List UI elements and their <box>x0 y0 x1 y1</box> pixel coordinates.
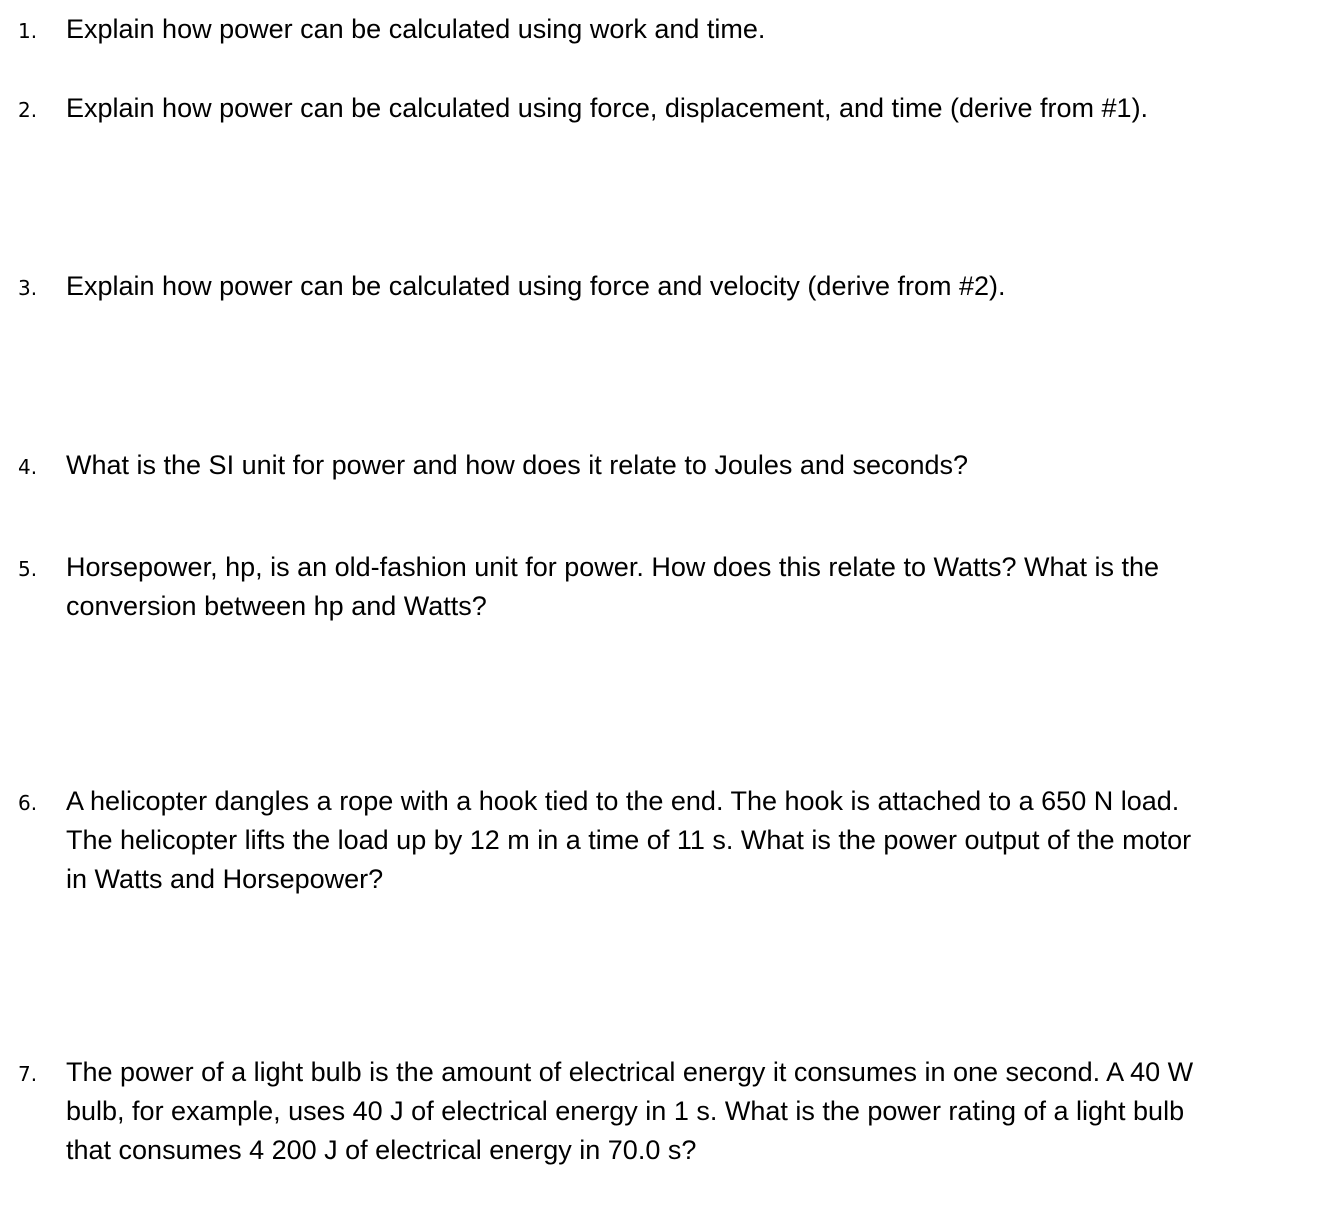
question-text: A helicopter dangles a rope with a hook tied to the end. The hook is attached to a 650 N load. The helicopter lifts the load up by 12 m in a time of 11 s. What is the power output of the motor in Watts and Horsepower? <box>66 786 1192 894</box>
question-text: Explain how power can be calculated using force, displacement, and time (derive from #1). <box>66 93 1149 123</box>
question-number: 4. <box>18 455 38 479</box>
question-number: 6. <box>18 791 38 815</box>
question-text: Explain how power can be calculated using work and time. <box>66 14 766 44</box>
question-text: Horsepower, hp, is an old-fashion unit for power. How does this relate to Watts? What is the conversion between hp and Watts? <box>66 552 1160 621</box>
question-text: Explain how power can be calculated using force and velocity (derive from #2). <box>66 271 1006 301</box>
question-number: 2. <box>18 98 38 122</box>
question-number: 7. <box>18 1062 38 1086</box>
question-number: 1. <box>18 19 38 43</box>
question-text: The power of a light bulb is the amount of electrical energy it consumes in one second. A 40 W bulb, for example, uses 40 J of electrical energy in 1 s. What is the power rating of a light bulb that consumes 4 200 J of electrical energy in 70.0 s? <box>66 1057 1194 1165</box>
question-number: 3. <box>18 276 38 300</box>
question-number: 5. <box>18 557 38 581</box>
question-text: What is the SI unit for power and how does it relate to Joules and seconds? <box>66 450 969 480</box>
